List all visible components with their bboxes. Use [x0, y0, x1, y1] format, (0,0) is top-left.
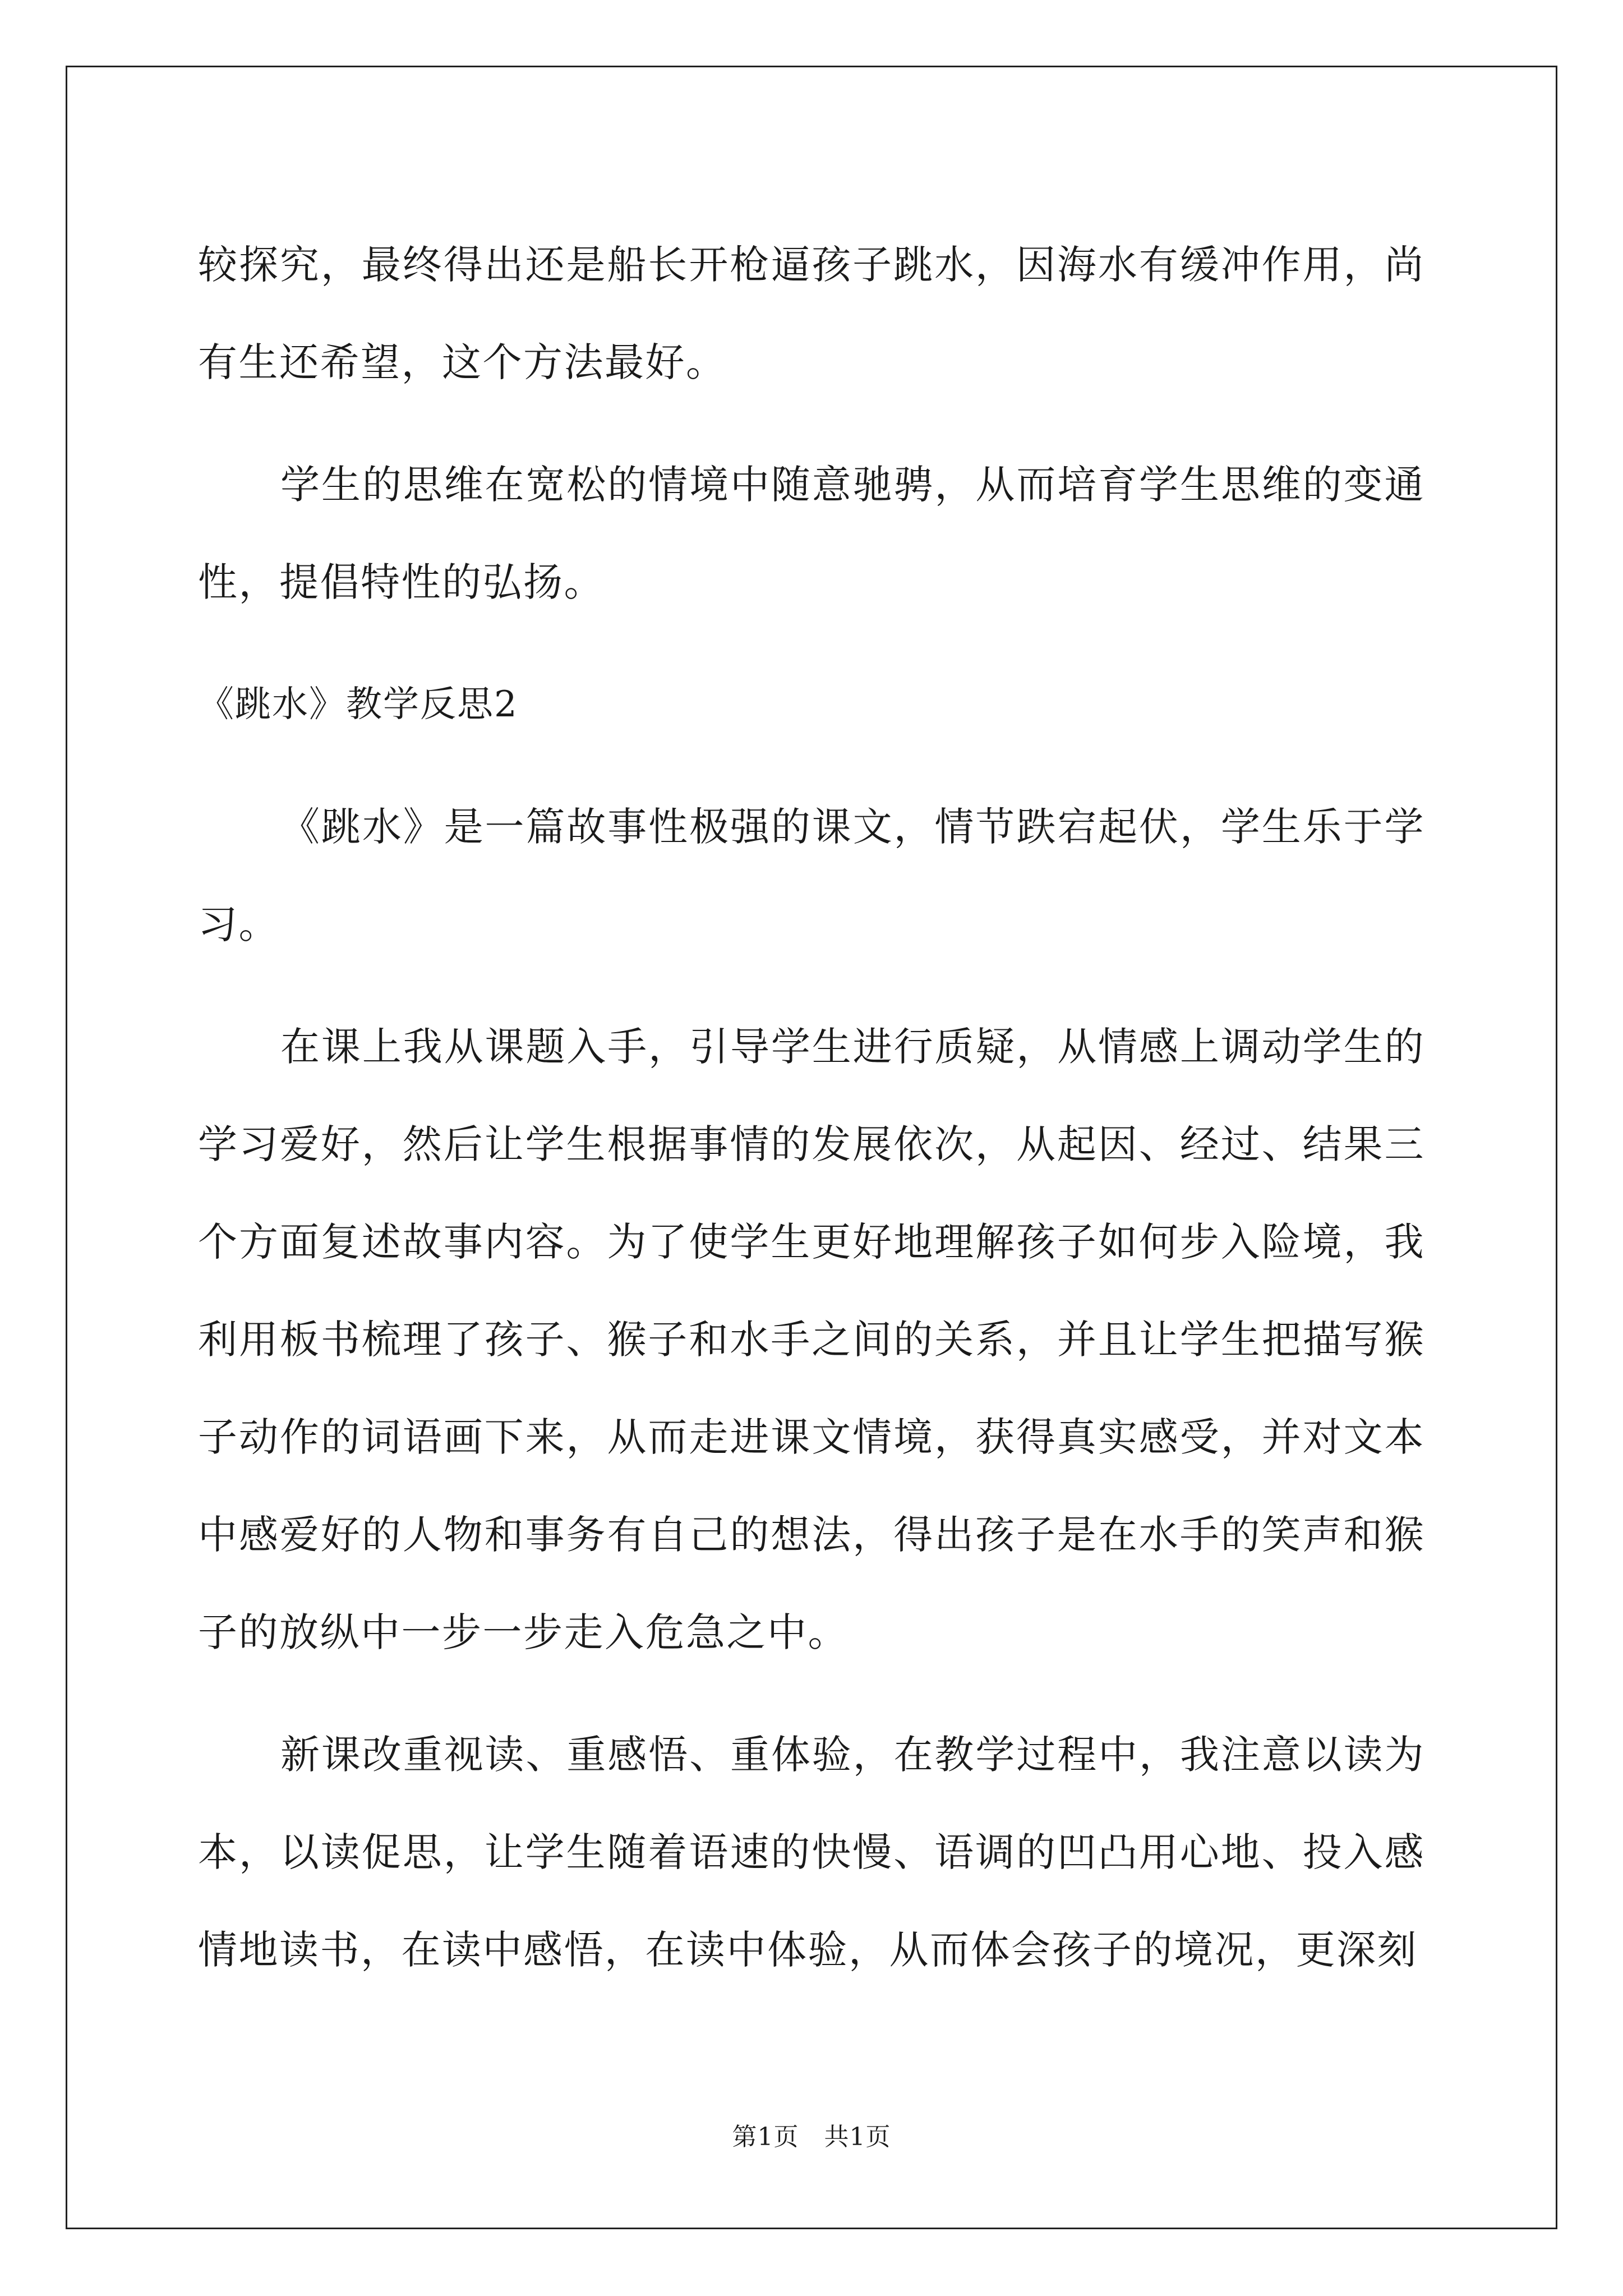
paragraph: 新课改重视读、重感悟、重体验，在教学过程中，我注意以读为本，以读促思，让学生随着语速的快慢、语调的凹凸用心地、投入感情地读书，在读中感悟，在读中体验，从而体会孩子的境况，更深刻: [198, 1732, 1425, 1973]
paragraph: 《跳水》是一篇故事性极强的课文，情节跌宕起伏，学生乐于学习。: [198, 804, 1425, 947]
paragraph: 在课上我从课题入手，引导学生进行质疑，从情感上调动学生的学习爱好，然后让学生根据事情的发展依次，从起因、经过、结果三个方面复述故事内容。为了使学生更好地理解孩子如何步入险境，我利用板书梳理了孩子、猴子和水手之间的关系，并且让学生把描写猴子动作的词语画下来，从而走进课文情境，获得真实感受，并对文本中感爱好的人物和事务有自己的想法，得出孩子是在水手的笑声和猴子的放纵中一步一步走入危急之中。: [198, 1024, 1425, 1655]
paragraph-continuation: 较探究，最终得出还是船长开枪逼孩子跳水，因海水有缓冲作用，尚有生还希望，这个方法最好。: [198, 242, 1425, 385]
section-heading: 《跳水》教学反思2: [198, 684, 518, 725]
paragraph: 学生的思维在宽松的情境中随意驰骋，从而培育学生思维的变通性，提倡特性的弘扬。: [198, 462, 1425, 605]
page-footer: 第1页 共1页: [732, 2123, 891, 2151]
document-body: [198, 216, 1425, 2023]
